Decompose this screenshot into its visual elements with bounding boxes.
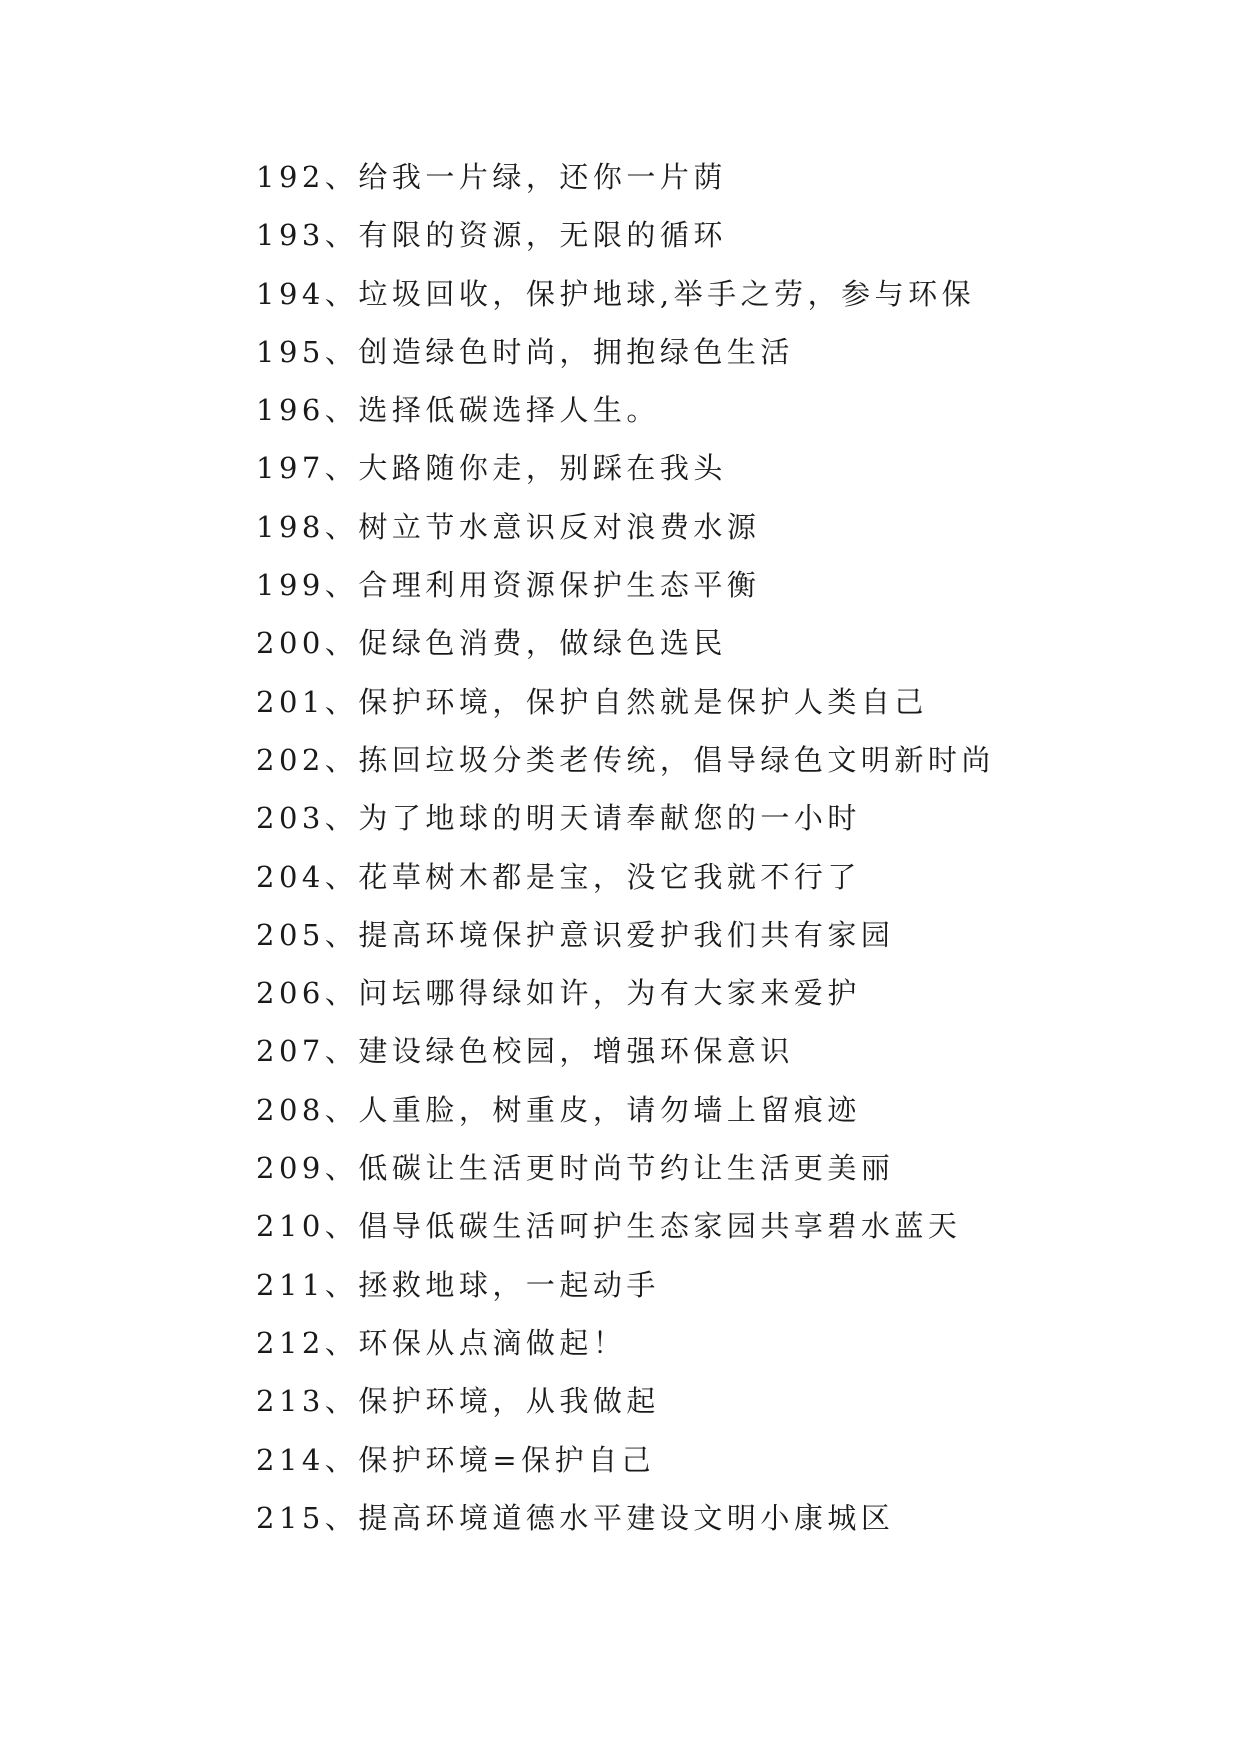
slogan-line: 195、创造绿色时尚，拥抱绿色生活	[256, 334, 794, 369]
slogan-line: 197、大路随你走，别踩在我头	[256, 451, 727, 486]
slogan-line: 209、低碳让生活更时尚节约让生活更美丽	[256, 1151, 895, 1186]
slogan-line: 201、保护环境，保护自然就是保护人类自己	[256, 684, 928, 719]
slogan-line: 194、垃圾回收，保护地球,举手之劳，参与环保	[256, 276, 976, 311]
slogan-line: 206、问坛哪得绿如许，为有大家来爱护	[256, 976, 861, 1011]
slogan-list	[256, 158, 995, 1557]
slogan-line: 198、树立节水意识反对浪费水源	[256, 509, 761, 544]
slogan-line: 214、保护环境=保护自己	[256, 1442, 656, 1477]
slogan-line: 210、倡导低碳生活呵护生态家园共享碧水蓝天	[256, 1209, 962, 1244]
slogan-line: 200、促绿色消费，做绿色选民	[256, 626, 727, 661]
slogan-line: 207、建设绿色校园，增强环保意识	[256, 1034, 794, 1069]
slogan-line: 212、环保从点滴做起！	[256, 1325, 627, 1360]
slogan-line: 208、人重脸，树重皮，请勿墙上留痕迹	[256, 1092, 861, 1127]
slogan-line: 193、有限的资源，无限的循环	[256, 218, 727, 253]
slogan-line: 203、为了地球的明天请奉献您的一小时	[256, 801, 861, 836]
slogan-line: 196、选择低碳选择人生。	[256, 393, 660, 428]
slogan-line: 202、拣回垃圾分类老传统，倡导绿色文明新时尚	[256, 742, 995, 777]
slogan-line: 213、保护环境，从我做起	[256, 1384, 660, 1419]
slogan-line: 215、提高环境道德水平建设文明小康城区	[256, 1500, 895, 1535]
slogan-line: 204、花草树木都是宝，没它我就不行了	[256, 859, 861, 894]
slogan-line: 192、给我一片绿，还你一片荫	[256, 160, 727, 194]
slogan-line: 199、合理利用资源保护生态平衡	[256, 568, 761, 603]
slogan-line: 211、拯救地球，一起动手	[256, 1267, 660, 1302]
slogan-line: 205、提高环境保护意识爱护我们共有家园	[256, 917, 895, 952]
